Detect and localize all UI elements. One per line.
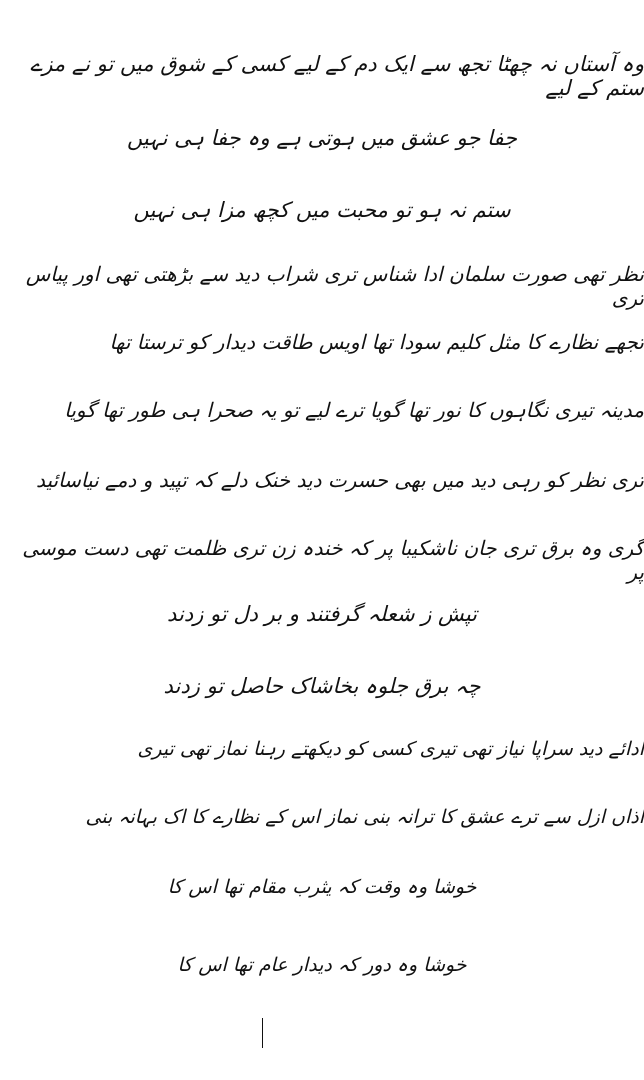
verse-6-second-hemistich: ترے لیے تو یہ صحرا ہی طور تھا گویا [64,398,364,422]
verse-line-3: ستم نہ ہو تو محبت میں کچھ مزا ہی نہیں [133,198,511,222]
verse-7-second-hemistich: خنک دلے کہ تپید و دمے نیاسائید [35,468,291,492]
verse-8-first-hemistich: گری وہ برق تری جان ناشکیبا پر [376,536,644,560]
verse-8-second-hemistich: کہ خندہ زن تری ظلمت تھی دست موسی پر [22,536,644,584]
verse-4-first-hemistich: نظر تھی صورت سلمان ادا شناس تری [324,262,644,286]
verse-11-first-hemistich: ادائے دید سراپا نیاز تھی تیری [419,738,644,760]
verse-line-12 [0,806,644,850]
ink-stroke-divider [262,1018,263,1048]
verse-line-1 [0,52,644,100]
verse-5-second-hemistich: اویس طاقت دیدار کو ترستا تھا [109,330,366,354]
verse-11-second-hemistich: کسی کو دیکھتے رہنا نماز تھی تیری [137,738,414,760]
verse-line-2: جفا جو عشق میں ہوتی ہے وہ جفا ہی نہیں [126,126,518,150]
verse-6-first-hemistich: مدینہ تیری نگاہوں کا نور تھا گویا [370,398,644,422]
verse-7-first-hemistich: تری نظر کو رہی دید میں بھی حسرت دید [296,468,644,492]
verse-line-13: خوشا وہ وقت کہ یثرب مقام تھا اس کا [167,876,477,898]
verse-1-second-hemistich: کسی کے شوق میں تو نے مزے ستم کے لیے [30,52,644,100]
verse-line-4 [0,262,644,310]
verse-line-5 [0,330,644,374]
verse-1-first-hemistich: وہ آستاں نہ چھٹا تجھ سے ایک دم کے لیے [293,52,644,76]
verse-line-11 [0,738,644,782]
verse-12-first-hemistich: اذاں ازل سے ترے عشق کا ترانہ بنی [363,806,644,828]
verse-4-second-hemistich: شراب دید سے بڑھتی تھی اور پیاس تری [25,262,644,310]
verse-line-7 [0,468,644,512]
verse-12-second-hemistich: نماز اس کے نظارے کا اک بہانہ بنی [85,806,358,828]
verse-line-9: تپش ز شعلہ گرفتند و بر دل تو زدند [166,602,478,626]
verse-line-6 [0,398,644,442]
verse-line-14: خوشا وہ دور کہ دیدار عام تھا اس کا [177,954,467,976]
verse-5-first-hemistich: تجھے نظارے کا مثل کلیم سودا تھا [371,330,644,354]
verse-line-8 [0,536,644,584]
verse-line-10: چہ برق جلوہ بخاشاک حاصل تو زدند [163,674,481,698]
